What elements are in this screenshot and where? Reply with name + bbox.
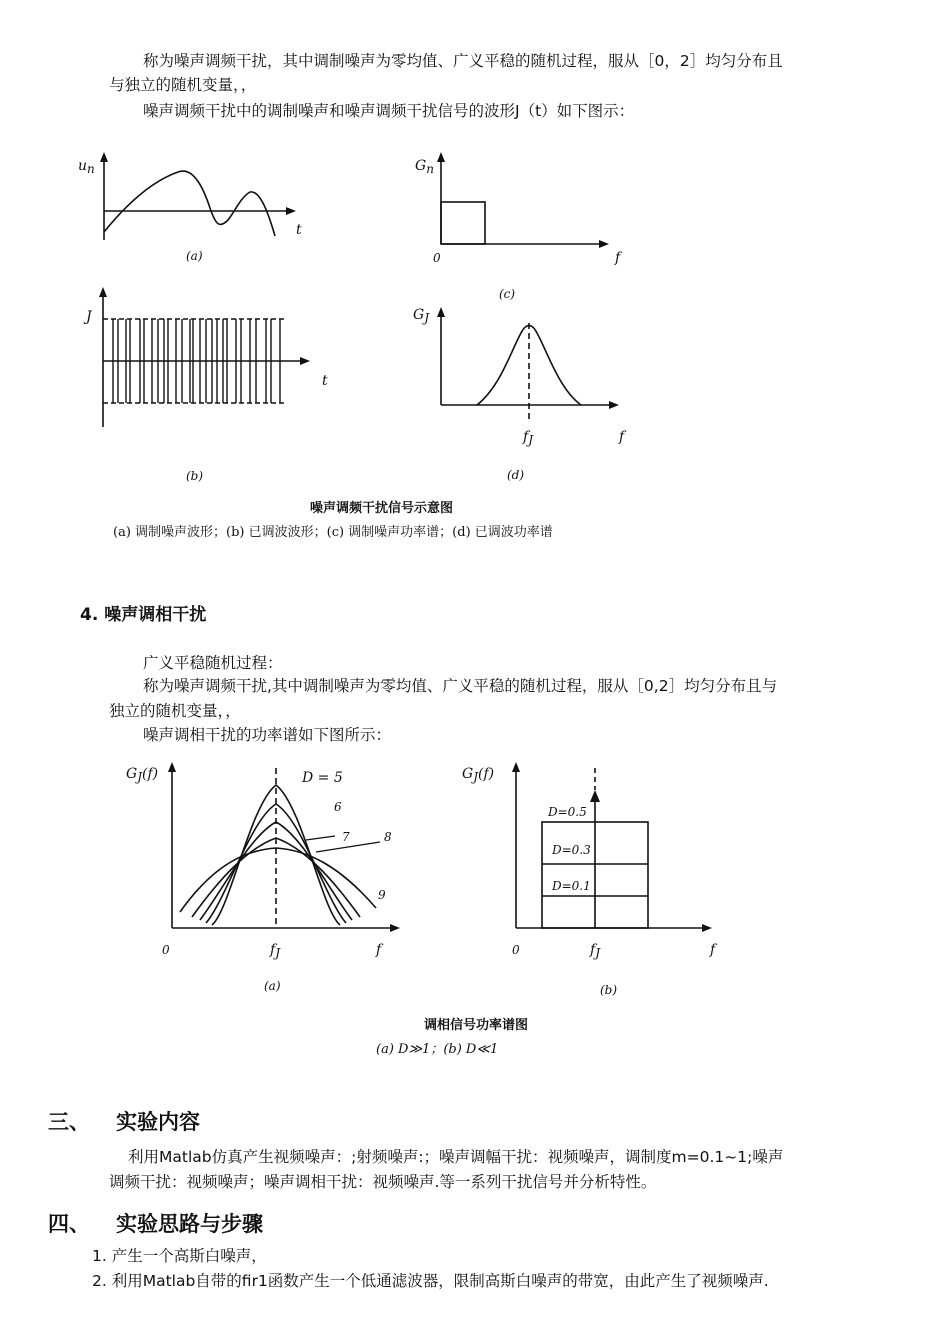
fig1-d-xlabel: f	[619, 429, 625, 445]
section3-title: 实验内容	[116, 1110, 200, 1134]
fig1-d-ylabel: G	[413, 307, 425, 323]
step-1: 1. 产生一个高斯白噪声，	[92, 1247, 267, 1265]
fig2-b-yparen: (f)	[478, 766, 495, 782]
fig1-d-modulated-spectrum	[405, 305, 645, 485]
fig1-b-modulated-waveform	[80, 285, 350, 485]
section4-heading: 4. 噪声调相干扰	[80, 605, 207, 625]
section3-num: 三、	[48, 1110, 90, 1134]
section3-line-2: 调频干扰：视频噪声；噪声调相干扰：视频噪声.等一系列干扰信号并分析特性。	[109, 1173, 657, 1191]
fig2-b-origin: 0	[512, 943, 520, 957]
fig2-b-d03: D=0.3	[552, 843, 591, 857]
fig2-a-d5: D = 5	[302, 770, 343, 786]
fig1-a-ysub: n	[87, 162, 95, 176]
fig1-d-fj: f	[523, 429, 529, 445]
section4-line-4: 噪声调相干扰的功率谱如下图所示：	[143, 726, 392, 744]
fig1-a-xlabel: t	[296, 222, 302, 238]
svg-text:un	[78, 158, 95, 176]
fig2-a-fj: f	[270, 942, 276, 958]
svg-text:GJ(f)	[462, 766, 494, 784]
step-2: 2. 利用Matlab自带的fir1函数产生一个低通滤波器，限制高斯白噪声的带宽，由此产生了视频噪声.	[92, 1272, 769, 1290]
section4-line-2: 称为噪声调频干扰,其中调制噪声为零均值、广义平稳的随机过程，服从［0,2］均匀分布且与	[143, 677, 778, 695]
fig2-b-d01: D=0.1	[552, 879, 591, 893]
fig1-c-ylabel: G	[415, 158, 427, 174]
svg-text:fJ	[589, 942, 601, 960]
fig1-title: 噪声调频干扰信号示意图	[310, 501, 454, 516]
fig2-a-6: 6	[334, 800, 342, 814]
svg-text:fJ	[522, 429, 534, 447]
fig2-b-xlabel: f	[710, 942, 716, 958]
fig1-c-noise-spectrum	[405, 150, 645, 300]
fig1-b-xlabel: t	[322, 373, 328, 389]
fig1-c-ysub: n	[426, 162, 434, 176]
fig2-b-d05: D=0.5	[548, 805, 587, 819]
fig1-d-ysub: J	[424, 311, 429, 325]
fig2-b-fjsub: J	[595, 946, 600, 960]
fig2-a-7: 7	[342, 830, 350, 844]
section4b-heading	[48, 1208, 263, 1238]
section4-line-1: 广义平稳随机过程：	[143, 654, 283, 672]
fig1-b-ylabel: J	[86, 309, 92, 325]
fig2-b-spectrum	[460, 760, 730, 1000]
section4-line-3: 独立的随机变量，，	[109, 702, 241, 720]
fig2-a-8: 8	[384, 830, 392, 844]
fig2-a-ylabel: G	[126, 766, 138, 782]
fig1-b-tag: (b)	[186, 469, 204, 483]
fig2-a-fjsub: J	[275, 946, 280, 960]
svg-text:GJ(f)	[126, 766, 158, 784]
fig2-a-yparen: (f)	[142, 766, 159, 782]
fig1-a-tag: (a)	[186, 249, 203, 263]
fig2-b-fj: f	[590, 942, 596, 958]
intro-line-2: 与独立的随机变量，，	[109, 76, 257, 94]
fig2-subtitle: (a) D≫1；(b) D≪1	[376, 1042, 499, 1057]
fig1-d-fjsub: J	[528, 433, 533, 447]
fig1-a-ylabel: u	[78, 158, 88, 174]
svg-text:Gn	[415, 158, 434, 176]
fig2-a-xlabel: f	[376, 942, 382, 958]
fig2-b-ysub: J	[473, 770, 478, 784]
fig1-subtitle: (a) 调制噪声波形；(b) 已调波波形；(c) 调制噪声功率谱；(d) 已调波功率谱	[113, 525, 553, 540]
section3-line-1: 利用Matlab仿真产生视频噪声：;射频噪声:；噪声调幅干扰：视频噪声，调制度m=0.1~1;噪声	[128, 1148, 784, 1166]
fig1-c-xlabel: f	[615, 250, 621, 266]
fig2-title: 调相信号功率谱图	[424, 1018, 529, 1033]
section4b-title: 实验思路与步骤	[116, 1212, 263, 1236]
fig1-d-tag: (d)	[507, 468, 525, 482]
section4b-num: 四、	[48, 1212, 90, 1236]
fig1-c-tag: (c)	[499, 287, 516, 301]
fig1-c-origin: 0	[433, 251, 441, 265]
fig1-a-noise-waveform	[70, 150, 320, 270]
intro-line-1: 称为噪声调频干扰，其中调制噪声为零均值、广义平稳的随机过程，服从［0，2］均匀分布且	[143, 52, 783, 70]
svg-text:GJ	[413, 307, 430, 325]
section3-heading	[48, 1106, 200, 1136]
fig2-a-tag: (a)	[264, 979, 281, 993]
fig2-b-ylabel: G	[462, 766, 474, 782]
fig2-a-ysub: J	[137, 770, 142, 784]
intro-line-3: 噪声调频干扰中的调制噪声和噪声调频干扰信号的波形J（t）如下图示：	[143, 102, 635, 120]
fig2-a-origin: 0	[162, 943, 170, 957]
svg-text:fJ	[269, 942, 281, 960]
fig2-b-tag: (b)	[600, 983, 618, 997]
fig2-a-9: 9	[378, 888, 386, 902]
fig2-a-spectrum	[120, 760, 410, 1000]
